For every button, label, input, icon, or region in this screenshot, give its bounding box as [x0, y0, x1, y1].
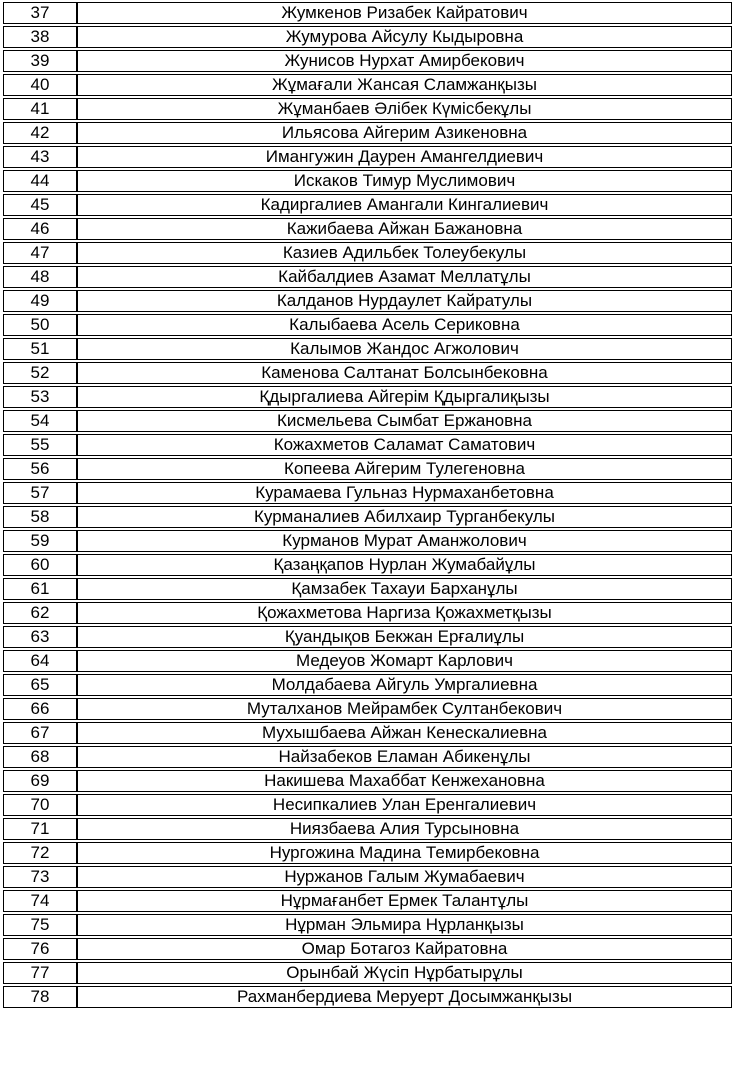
row-number-cell: 78	[3, 986, 77, 1008]
row-number-cell: 47	[3, 242, 77, 264]
row-number-cell: 39	[3, 50, 77, 72]
table-row	[3, 290, 732, 312]
row-name-cell: Кайбалдиев Азамат Меллатұлы	[77, 266, 732, 288]
row-number-cell: 51	[3, 338, 77, 360]
row-number-cell: 72	[3, 842, 77, 864]
row-name-cell: Мухышбаева Айжан Кенескалиевна	[77, 722, 732, 744]
row-name-cell: Қазаңқапов Нурлан Жумабайұлы	[77, 554, 732, 576]
row-number-cell: 75	[3, 914, 77, 936]
table-row	[3, 122, 732, 144]
row-number-cell: 69	[3, 770, 77, 792]
row-number-cell: 42	[3, 122, 77, 144]
row-number-cell: 50	[3, 314, 77, 336]
table-row	[3, 650, 732, 672]
row-name-cell: Нұрмағанбет Ермек Талантұлы	[77, 890, 732, 912]
row-name-cell: Курманов Мурат Аманжолович	[77, 530, 732, 552]
row-number-cell: 64	[3, 650, 77, 672]
row-name-cell: Жұмағали Жансая Сламжанқызы	[77, 74, 732, 96]
row-name-cell: Несипкалиев Улан Еренгалиевич	[77, 794, 732, 816]
row-number-cell: 60	[3, 554, 77, 576]
row-number-cell: 59	[3, 530, 77, 552]
row-number-cell: 58	[3, 506, 77, 528]
row-name-cell: Жунисов Нурхат Амирбекович	[77, 50, 732, 72]
table-row	[3, 842, 732, 864]
row-name-cell: Казиев Адильбек Толеубекулы	[77, 242, 732, 264]
row-number-cell: 68	[3, 746, 77, 768]
table-row	[3, 698, 732, 720]
row-name-cell: Қуандықов Бекжан Ерғалиұлы	[77, 626, 732, 648]
row-number-cell: 56	[3, 458, 77, 480]
row-name-cell: Найзабеков Еламан Абикенұлы	[77, 746, 732, 768]
row-name-cell: Курманалиев Абилхаир Турганбекулы	[77, 506, 732, 528]
table-row	[3, 602, 732, 624]
row-name-cell: Рахманбердиева Меруерт Досымжанқызы	[77, 986, 732, 1008]
row-name-cell: Калыбаева Асель Сериковна	[77, 314, 732, 336]
row-name-cell: Ниязбаева Алия Турсыновна	[77, 818, 732, 840]
table-row	[3, 98, 732, 120]
row-number-cell: 62	[3, 602, 77, 624]
row-name-cell: Кадиргалиев Амангали Кингалиевич	[77, 194, 732, 216]
row-number-cell: 71	[3, 818, 77, 840]
row-number-cell: 41	[3, 98, 77, 120]
row-name-cell: Кисмельева Сымбат Ержановна	[77, 410, 732, 432]
row-name-cell: Жумурова Айсулу Кыдыровна	[77, 26, 732, 48]
table-row	[3, 818, 732, 840]
table-row	[3, 194, 732, 216]
table-row	[3, 938, 732, 960]
row-number-cell: 37	[3, 2, 77, 24]
row-name-cell: Молдабаева Айгуль Умргалиевна	[77, 674, 732, 696]
table-row	[3, 578, 732, 600]
table-row	[3, 242, 732, 264]
table-row	[3, 314, 732, 336]
row-name-cell: Қамзабек Тахауи Барханұлы	[77, 578, 732, 600]
row-name-cell: Омар Ботагоз Кайратовна	[77, 938, 732, 960]
row-name-cell: Кожахметов Саламат Саматович	[77, 434, 732, 456]
row-number-cell: 76	[3, 938, 77, 960]
row-number-cell: 40	[3, 74, 77, 96]
table-row	[3, 914, 732, 936]
row-number-cell: 44	[3, 170, 77, 192]
row-name-cell: Нуржанов Галым Жумабаевич	[77, 866, 732, 888]
table-row	[3, 146, 732, 168]
table-row	[3, 674, 732, 696]
row-number-cell: 52	[3, 362, 77, 384]
row-name-cell: Калданов Нурдаулет Кайратулы	[77, 290, 732, 312]
row-number-cell: 55	[3, 434, 77, 456]
row-number-cell: 54	[3, 410, 77, 432]
row-number-cell: 74	[3, 890, 77, 912]
row-name-cell: Искаков Тимур Муслимович	[77, 170, 732, 192]
table-row	[3, 482, 732, 504]
table-row	[3, 74, 732, 96]
row-name-cell: Курамаева Гульназ Нурмаханбетовна	[77, 482, 732, 504]
table-row	[3, 794, 732, 816]
row-name-cell: Каменова Салтанат Болсынбековна	[77, 362, 732, 384]
table-row	[3, 170, 732, 192]
row-number-cell: 48	[3, 266, 77, 288]
row-number-cell: 70	[3, 794, 77, 816]
row-name-cell: Ильясова Айгерим Азикеновна	[77, 122, 732, 144]
table-row	[3, 770, 732, 792]
row-number-cell: 49	[3, 290, 77, 312]
table-row	[3, 2, 732, 24]
row-number-cell: 61	[3, 578, 77, 600]
table-row	[3, 626, 732, 648]
table-row	[3, 866, 732, 888]
roster-table	[3, 0, 732, 1010]
row-name-cell: Орынбай Жүсіп Нұрбатырұлы	[77, 962, 732, 984]
table-row	[3, 746, 732, 768]
row-number-cell: 38	[3, 26, 77, 48]
row-number-cell: 63	[3, 626, 77, 648]
row-name-cell: Накишева Махаббат Кенжехановна	[77, 770, 732, 792]
roster-body	[3, 2, 732, 1008]
row-name-cell: Қдыргалиева Айгерім Қдыргалиқызы	[77, 386, 732, 408]
table-row	[3, 986, 732, 1008]
table-row	[3, 722, 732, 744]
table-row	[3, 890, 732, 912]
row-name-cell: Калымов Жандос Агжолович	[77, 338, 732, 360]
table-row	[3, 410, 732, 432]
row-name-cell: Қожахметова Наргиза Қожахметқызы	[77, 602, 732, 624]
table-row	[3, 266, 732, 288]
row-name-cell: Жумкенов Ризабек Кайратович	[77, 2, 732, 24]
table-row	[3, 458, 732, 480]
row-number-cell: 45	[3, 194, 77, 216]
table-row	[3, 50, 732, 72]
row-number-cell: 46	[3, 218, 77, 240]
table-row	[3, 26, 732, 48]
table-row	[3, 218, 732, 240]
row-name-cell: Кажибаева Айжан Бажановна	[77, 218, 732, 240]
row-name-cell: Имангужин Даурен Амангелдиевич	[77, 146, 732, 168]
table-row	[3, 434, 732, 456]
table-row	[3, 530, 732, 552]
row-name-cell: Копеева Айгерим Тулегеновна	[77, 458, 732, 480]
table-row	[3, 506, 732, 528]
row-number-cell: 53	[3, 386, 77, 408]
row-number-cell: 57	[3, 482, 77, 504]
table-row	[3, 554, 732, 576]
row-number-cell: 73	[3, 866, 77, 888]
row-name-cell: Нургожина Мадина Темирбековна	[77, 842, 732, 864]
row-number-cell: 77	[3, 962, 77, 984]
row-number-cell: 66	[3, 698, 77, 720]
row-name-cell: Муталханов Мейрамбек Султанбекович	[77, 698, 732, 720]
row-name-cell: Нұрман Эльмира Нұрланқызы	[77, 914, 732, 936]
row-number-cell: 43	[3, 146, 77, 168]
row-number-cell: 65	[3, 674, 77, 696]
row-number-cell: 67	[3, 722, 77, 744]
row-name-cell: Медеуов Жомарт Карлович	[77, 650, 732, 672]
row-name-cell: Жұманбаев Әлібек Күмісбекұлы	[77, 98, 732, 120]
table-row	[3, 962, 732, 984]
table-row	[3, 362, 732, 384]
table-row	[3, 386, 732, 408]
table-row	[3, 338, 732, 360]
